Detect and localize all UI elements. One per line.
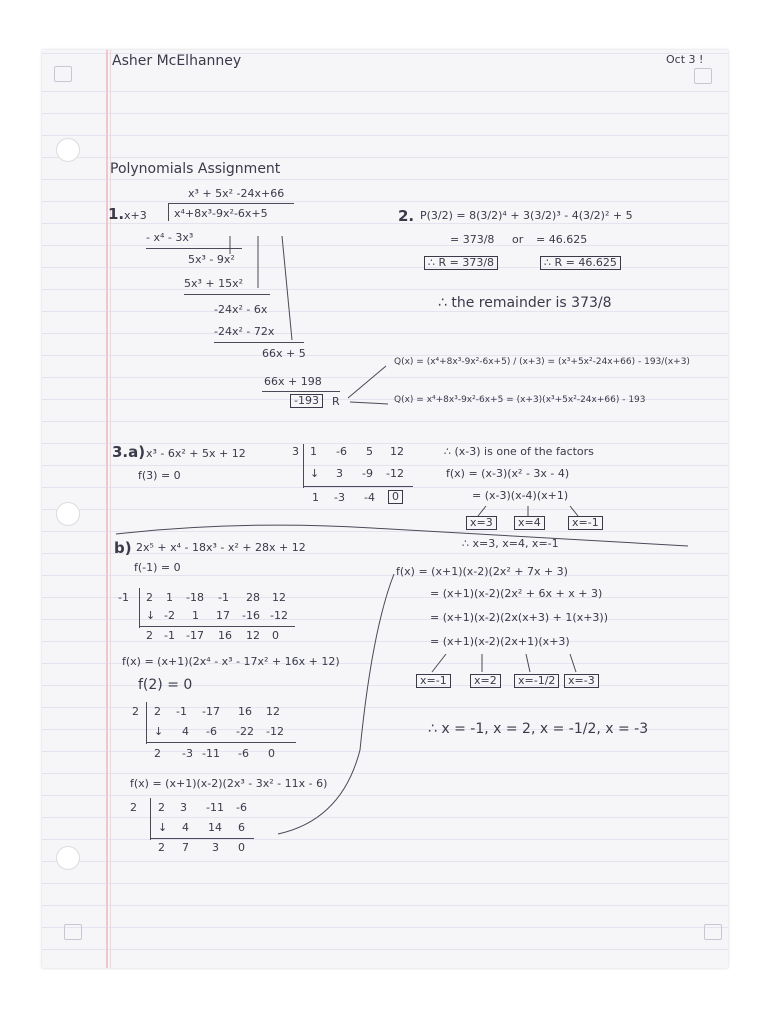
q3b-result-step3: = (x+1)(x-2)(2x(x+3) + 1(x+3)): [430, 611, 608, 624]
q3b-label: b): [114, 539, 132, 557]
synth-cell: 2: [146, 591, 153, 604]
q3b-result-step4: = (x+1)(x-2)(2x+1)(x+3): [430, 635, 570, 648]
q2-conclusion: ∴ the remainder is 373/8: [438, 295, 612, 311]
q2-boxed-decimal: ∴ R = 46.625: [540, 256, 621, 270]
synth-cell: 3: [212, 841, 219, 854]
notebook-page: [42, 50, 728, 968]
q1-step: -24x² - 6x: [214, 303, 268, 316]
q2-fraction-result: = 373/8: [450, 233, 495, 246]
synth-cell: -9: [362, 467, 373, 480]
synth-cell: 1: [310, 445, 317, 458]
q3b-fx-step2: f(x) = (x+1)(x-2)(2x³ - 3x² - 11x - 6): [130, 777, 328, 790]
synth-cell: -17: [186, 629, 204, 642]
q2-decimal-result: = 46.625: [536, 233, 588, 246]
synth-remainder: 0: [388, 490, 403, 504]
synth-cell: -11: [202, 747, 220, 760]
q3b-result-step1: f(x) = (x+1)(x-2)(2x² + 7x + 3): [396, 565, 568, 578]
section-divider: [116, 525, 688, 546]
q3b-summary: ∴ x = -1, x = 2, x = -1/2, x = -3: [428, 721, 649, 737]
synth-cell: 1: [312, 491, 319, 504]
q3b-result-step2: = (x+1)(x-2)(2x² + 6x + x + 3): [430, 587, 603, 600]
q3a-label: 3.a): [112, 443, 146, 461]
q1-step: 66x + 198: [264, 375, 322, 388]
synth-cell: -3: [182, 747, 193, 760]
synth-cell: -1: [176, 705, 187, 718]
q3b-f-neg1: f(-1) = 0: [134, 561, 181, 574]
q3b-root: x=-3: [564, 674, 599, 688]
synth-cell: -6: [336, 445, 347, 458]
synth-cell: 1: [192, 609, 199, 622]
synth-cell: 3: [180, 801, 187, 814]
q2-evaluation: P(3/2) = 8(3/2)⁴ + 3(3/2)³ - 4(3/2)² + 5: [420, 209, 633, 222]
q2-boxed-fraction: ∴ R = 373/8: [424, 256, 498, 270]
synth-cell: 2: [158, 801, 165, 814]
q3b-polynomial: 2x⁵ + x⁴ - 18x³ - x² + 28x + 12: [136, 541, 306, 554]
synth-cell: 2: [154, 705, 161, 718]
synth-cell: -17: [202, 705, 220, 718]
synth-cell: 17: [216, 609, 230, 622]
synth-cell: 16: [218, 629, 232, 642]
q3a-synth-root: 3: [292, 445, 299, 458]
synth-cell: -12: [266, 725, 284, 738]
q3a-root: x=4: [514, 516, 545, 530]
synth-cell: 12: [390, 445, 404, 458]
q1-step: -24x² - 72x: [214, 325, 275, 338]
q3a-summary: ∴ x=3, x=4, x=-1: [462, 537, 559, 550]
synth-cell: -16: [242, 609, 260, 622]
synth-cell: -3: [334, 491, 345, 504]
q3b-s3-root: 2: [130, 801, 137, 814]
synth-cell: 3: [336, 467, 343, 480]
synth-cell: 2: [158, 841, 165, 854]
synth-cell: -6: [206, 725, 217, 738]
q3b-root: x=-1/2: [514, 674, 559, 688]
q1-step: 66x + 5: [262, 347, 306, 360]
synth-cell: 0: [238, 841, 245, 854]
q1-remainder-tag: R: [332, 395, 340, 408]
q3a-fx-full: = (x-3)(x-4)(x+1): [472, 489, 569, 502]
synth-cell: 16: [238, 705, 252, 718]
q1-step: - x⁴ - 3x³: [146, 231, 194, 244]
synth-cell: 12: [266, 705, 280, 718]
synth-cell: 12: [246, 629, 260, 642]
q3a-factor-note: ∴ (x-3) is one of the factors: [444, 445, 594, 458]
q3a-f3: f(3) = 0: [138, 469, 181, 482]
handwritten-strokes: [42, 50, 728, 968]
synth-cell: 2: [154, 747, 161, 760]
q3b-root: x=-1: [416, 674, 451, 688]
synth-cell: 0: [268, 747, 275, 760]
root-arrow: [570, 654, 576, 672]
q1-divisor: x+3: [124, 209, 147, 222]
q1-quotient-product: Q(x) = x⁴+8x³-9x²-6x+5 = (x+3)(x³+5x²-24x+66) - 193: [394, 395, 646, 405]
synth-cell: 28: [246, 591, 260, 604]
assignment-title: Polynomials Assignment: [110, 161, 281, 177]
synth-cell: -2: [164, 609, 175, 622]
q1-step: 5x³ - 9x²: [188, 253, 235, 266]
synth-cell: 6: [238, 821, 245, 834]
q3b-f2: f(2) = 0: [138, 677, 193, 693]
synth-cell: -12: [386, 467, 404, 480]
synth-cell: -1: [164, 629, 175, 642]
synth-cell: 4: [182, 725, 189, 738]
root-arrow: [526, 654, 530, 672]
synth-cell: -1: [218, 591, 229, 604]
synth-cell: 0: [272, 629, 279, 642]
synth-cell: 14: [208, 821, 222, 834]
synth-cell: 1: [166, 591, 173, 604]
q1-step: 5x³ + 15x²: [184, 277, 244, 290]
synth-cell: -6: [238, 747, 249, 760]
synth-cell: -12: [270, 609, 288, 622]
root-arrow: [432, 654, 446, 672]
synth-cell: 12: [272, 591, 286, 604]
synth-cell: 7: [182, 841, 189, 854]
synth-cell: -6: [236, 801, 247, 814]
synth-cell: 4: [182, 821, 189, 834]
q2-label: 2.: [398, 207, 415, 225]
synth-cell: -11: [206, 801, 224, 814]
q3b-s1-root: -1: [118, 591, 129, 604]
synth-cell: 2: [146, 629, 153, 642]
arrow-to-quotient-form: [348, 366, 386, 398]
q1-quotient: x³ + 5x² -24x+66: [188, 187, 285, 200]
q3a-polynomial: x³ - 6x² + 5x + 12: [146, 447, 246, 460]
synth-cell: ↓: [310, 467, 320, 480]
root-arrow: [478, 506, 486, 516]
date: Oct 3 !: [666, 53, 704, 66]
q3a-fx-factored: f(x) = (x-3)(x² - 3x - 4): [446, 467, 570, 480]
q3a-root: x=-1: [568, 516, 603, 530]
synth-cell: -4: [364, 491, 375, 504]
synth-cell: -18: [186, 591, 204, 604]
q3b-s2-root: 2: [132, 705, 139, 718]
q1-label: 1.: [108, 205, 125, 223]
synth-cell: ↓: [146, 609, 156, 622]
q1-quotient-fraction: Q(x) = (x⁴+8x³-9x²-6x+5) / (x+3) = (x³+5x²-24x+66) - 193/(x+3): [394, 357, 690, 367]
synth-cell: ↓: [158, 821, 168, 834]
q3b-fx-step1: f(x) = (x+1)(2x⁴ - x³ - 17x² + 16x + 12): [122, 655, 340, 668]
bring-down-arrow: [282, 236, 292, 340]
arrow-to-product-form: [350, 402, 388, 404]
q3a-root: x=3: [466, 516, 497, 530]
q3b-root: x=2: [470, 674, 501, 688]
q2-or: or: [512, 233, 524, 246]
synth-cell: -22: [236, 725, 254, 738]
synth-cell: 5: [366, 445, 373, 458]
root-arrow: [570, 506, 578, 516]
q1-remainder: -193: [290, 394, 323, 408]
link-curve: [278, 574, 394, 834]
synth-cell: ↓: [154, 725, 164, 738]
q1-dividend: x⁴+8x³-9x²-6x+5: [174, 207, 268, 220]
student-name: Asher McElhanney: [112, 53, 242, 69]
